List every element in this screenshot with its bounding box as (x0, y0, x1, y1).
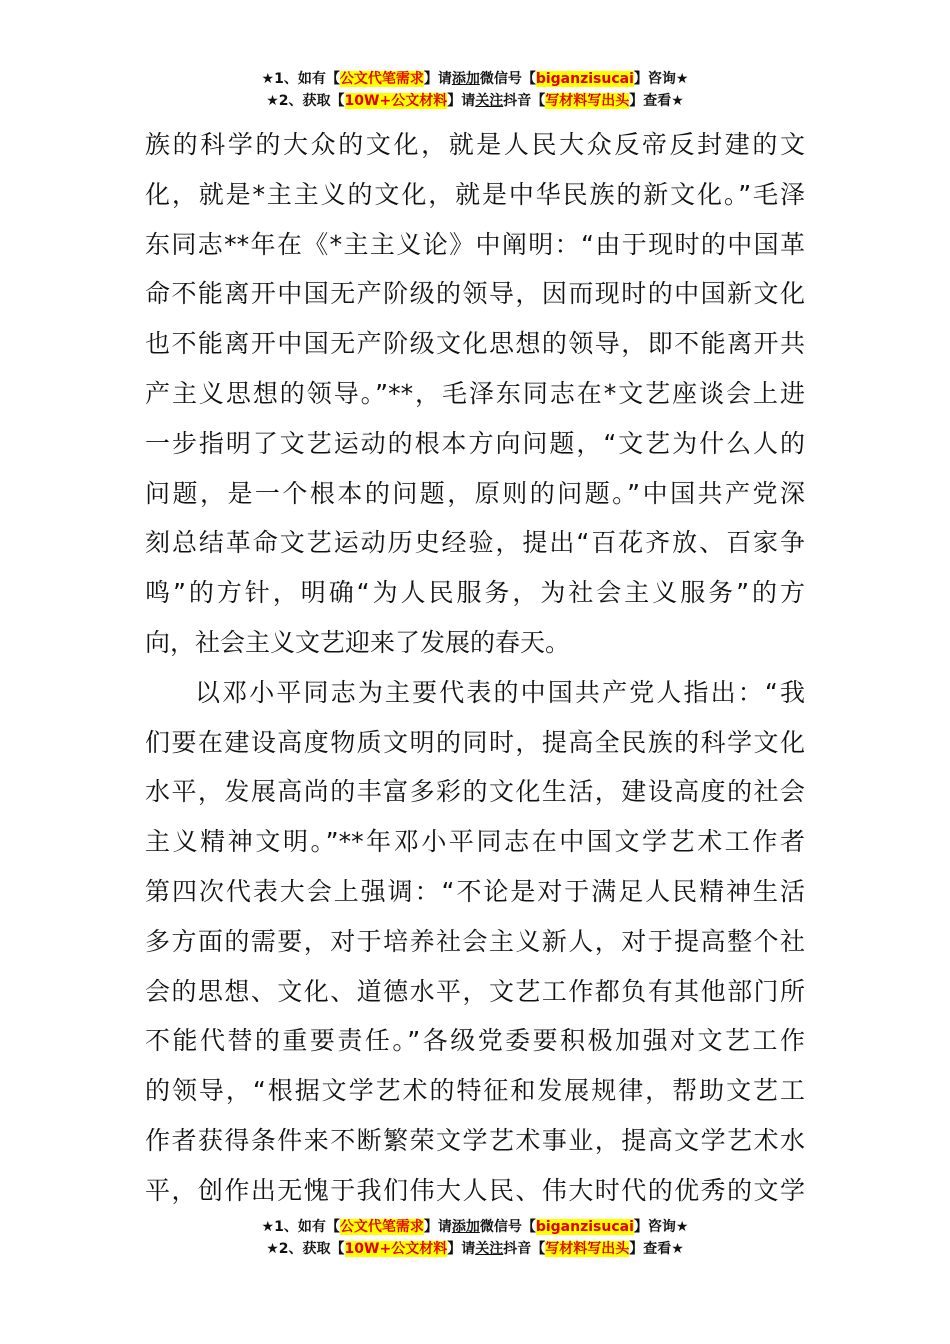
star-icon: ★ (671, 93, 684, 109)
text-line: 会的思想、文化、道德水平，文艺工作都负有其他部门所 (145, 976, 805, 1006)
text-line: 鸣”的方针，明确“为人民服务，为社会主义服务”的方 (145, 578, 805, 608)
paragraph-start-line: 以邓小平同志为主要代表的中国共产党人指出：“我 (195, 677, 805, 707)
highlight-materials: 10W+公文材料 (344, 1241, 448, 1257)
highlight-materials: 10W+公文材料 (344, 93, 448, 109)
text-line: 化，就是*主主义的文化，就是中华民族的新文化。”毛泽 (145, 179, 805, 209)
star-icon: ★ (261, 71, 275, 87)
banner-line-1: ★1、如有【公文代笔需求】请添加微信号【biganzisucai】咨询★ (261, 71, 689, 87)
text-line: 多方面的需要，对于培养社会主义新人，对于提高整个社 (145, 926, 805, 956)
text-line: 问题，是一个根本的问题，原则的问题。”中国共产党深 (145, 478, 805, 508)
star-icon: ★ (671, 1241, 684, 1257)
highlight-douyin: 写材料写出头 (545, 93, 630, 109)
bottom-banner (0, 1216, 950, 1260)
text-line: 也不能离开中国无产阶级文化思想的领导，即不能离开共 (145, 329, 805, 359)
text-line: 命不能离开中国无产阶级的领导，因而现时的中国新文化 (145, 279, 805, 309)
text-line: 作者获得条件来不断繁荣文学艺术事业，提高文学艺术水 (145, 1125, 805, 1155)
star-icon: ★ (675, 1219, 689, 1235)
text-line: 一步指明了文艺运动的根本方向问题，“文艺为什么人的 (145, 428, 805, 458)
text-line: 向，社会主义文艺迎来了发展的春天。 (145, 627, 571, 657)
text-line: 东同志**年在《*主主义论》中阐明：“由于现时的中国革 (145, 229, 805, 259)
star-icon: ★ (675, 71, 689, 87)
text-line: 刻总结革命文艺运动历史经验，提出“百花齐放、百家争 (145, 528, 805, 558)
star-icon: ★ (261, 1219, 275, 1235)
highlight-service: 公文代笔需求 (339, 71, 424, 87)
banner-line-1: ★1、如有【公文代笔需求】请添加微信号【biganzisucai】咨询★ (261, 1219, 689, 1235)
banner-line-2: ★2、获取【10W+公文材料】请关注抖音【写材料写出头】查看★ (266, 1241, 684, 1257)
banner-line-2: ★2、获取【10W+公文材料】请关注抖音【写材料写出头】查看★ (266, 93, 684, 109)
highlight-service: 公文代笔需求 (339, 1219, 424, 1235)
document-body (145, 120, 805, 1216)
text-line: 水平，发展高尚的丰富多彩的文化生活，建设高度的社会 (145, 777, 805, 807)
top-banner (0, 68, 950, 112)
text-line: 主义精神文明。”**年邓小平同志在中国文学艺术工作者 (145, 827, 805, 857)
highlight-douyin: 写材料写出头 (545, 1241, 630, 1257)
highlight-wechat-id: biganzisucai (535, 1219, 634, 1235)
text-line: 产主义思想的领导。”**，毛泽东同志在*文艺座谈会上进 (145, 378, 805, 408)
text-line: 不能代替的重要责任。”各级党委要积极加强对文艺工作 (145, 1026, 805, 1056)
text-line: 族的科学的大众的文化，就是人民大众反帝反封建的文 (145, 130, 805, 159)
star-icon: ★ (266, 1241, 279, 1257)
text-line: 的领导，“根据文学艺术的特征和发展规律，帮助文艺工 (145, 1076, 805, 1106)
text-line: 们要在建设高度物质文明的同时，提高全民族的科学文化 (145, 727, 805, 757)
text-line: 第四次代表大会上强调：“不论是对于满足人民精神生活 (145, 876, 805, 906)
star-icon: ★ (266, 93, 279, 109)
highlight-wechat-id: biganzisucai (535, 71, 634, 87)
text-line: 平，创作出无愧于我们伟大人民、伟大时代的优秀的文学 (145, 1175, 805, 1205)
